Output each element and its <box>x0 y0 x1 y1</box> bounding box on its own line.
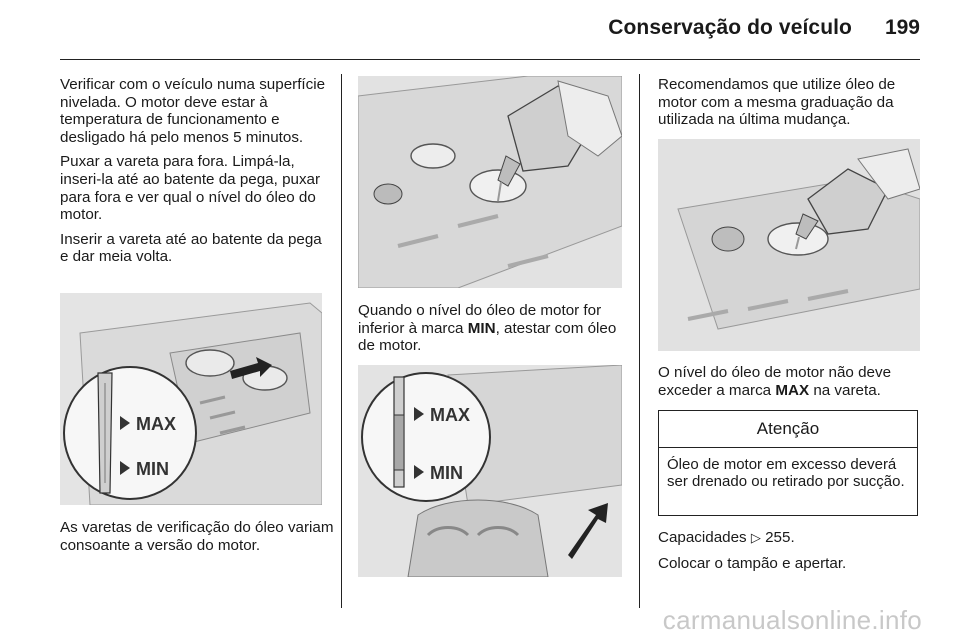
figure-oil-filling <box>358 76 622 288</box>
text-max-suffix: na vareta. <box>809 381 881 399</box>
text-max-mark: MAX <box>775 381 810 399</box>
text-page-reference[interactable]: 255. <box>760 529 795 546</box>
page-header <box>0 0 960 62</box>
figure-dipstick-location <box>60 293 322 505</box>
paragraph-max-warning <box>658 364 920 399</box>
text-max-prefix: O nível do óleo de motor não deve exceder a marca <box>658 364 892 399</box>
column-divider-1 <box>341 74 342 608</box>
page-number: 199 <box>884 16 920 39</box>
min-mark-label: MIN <box>430 463 463 483</box>
oil-pouring-illustration <box>658 139 920 351</box>
engine-bay-illustration <box>358 365 622 577</box>
section-title: Conservação do veículo <box>608 16 852 39</box>
attention-body: Óleo de motor em excesso deverá ser drenado ou retirado por sucção. <box>667 456 905 491</box>
paragraph-capacities <box>658 529 920 548</box>
min-mark-label: MIN <box>136 459 169 479</box>
column-3-bottom <box>658 529 920 579</box>
oil-filling-illustration <box>358 76 622 288</box>
paragraph-below-min <box>358 302 628 355</box>
column-divider-2 <box>639 74 640 608</box>
paragraph-pull-dipstick: Puxar a vareta para fora. Limpá-la, inseri-la até ao batente da pega, puxar para fora e ver qual o nível do óleo do motor. <box>60 153 321 224</box>
watermark: carmanualsonline.info <box>662 605 922 635</box>
max-mark-label: MAX <box>136 414 176 434</box>
header-divider <box>60 59 920 60</box>
text-below-min-suffix: , atestar com óleo de motor. <box>358 319 617 355</box>
figure-oil-pouring <box>658 139 920 351</box>
attention-title: Atenção <box>659 411 917 448</box>
reference-arrow-icon: ▷ <box>750 531 761 546</box>
paragraph-oil-recommendation: Recomendamos que utilize óleo de motor com a mesma graduação da utilizada na última mudança. <box>658 76 896 129</box>
attention-box <box>658 410 918 516</box>
paragraph-close-cap: Colocar o tampão e apertar. <box>658 554 847 572</box>
text-capacities: Capacidades <box>658 529 751 546</box>
paragraph-check-level: Verificar com o veículo numa superfície nivelada. O motor deve estar à temperatura de funcionamento e desligado há pelo menos 5 minutos. <box>60 76 326 146</box>
engine-cover-illustration <box>60 293 322 505</box>
max-mark-label: MAX <box>430 405 470 425</box>
text-min-mark: MIN <box>467 319 496 337</box>
figure-dipstick-position <box>358 365 622 577</box>
figure-caption: As varetas de verificação do óleo variam consoante a versão do motor. <box>60 519 334 554</box>
paragraph-insert-dipstick: Inserir a vareta até ao batente da pega e dar meia volta. <box>60 230 322 266</box>
column-1 <box>60 76 330 273</box>
text-below-min-prefix: Quando o nível do óleo de motor for inferior à marca <box>358 302 602 337</box>
